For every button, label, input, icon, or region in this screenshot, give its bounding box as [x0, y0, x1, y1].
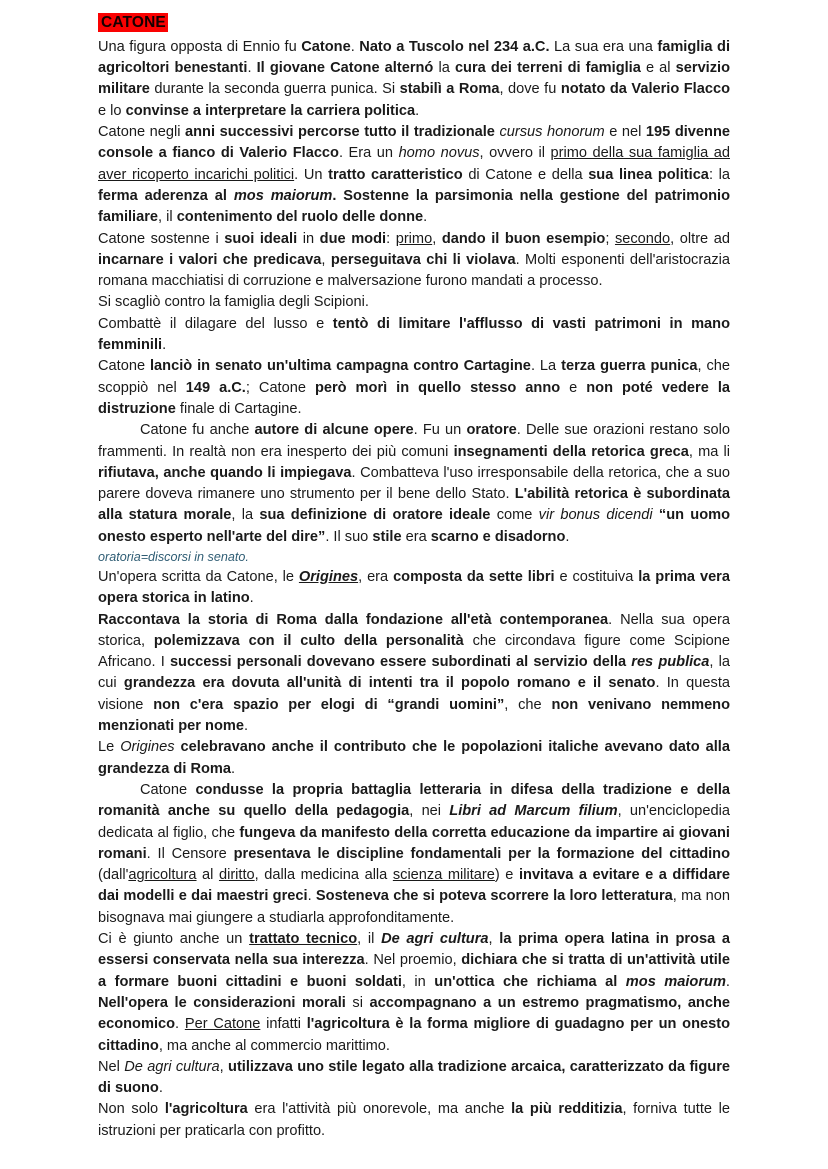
- text-run-italic: Origines: [120, 739, 175, 756]
- text-run-bold: la più redditizia: [511, 1101, 623, 1118]
- text-run-bold: suoi ideali: [224, 230, 298, 247]
- paragraph-ideali-due-modi: Catone sostenne i suoi ideali in due modi: primo, dando il buon esempio; secondo, oltre ad incarnare i valori che predicava, perseguitava chi li violava. Molti esponenti dell'aristocrazia romana macchiatisi di corruzione e malversazione furono mandati a processo.: [98, 230, 730, 290]
- text-run-bold: polemizzava con il culto della personalità: [153, 632, 464, 649]
- text-run-bold: ferma aderenza al: [98, 187, 234, 204]
- text-run-bold: dichiara che si tratta di un'attività utile a formare buoni cittadini e buoni soldati: [98, 952, 730, 990]
- text-run-bold: celebravano anche il contributo che le popolazioni italiche avevano dato alla grandezza di Roma: [98, 739, 730, 777]
- text-run-bold: oratore: [466, 422, 517, 439]
- paragraph-popolazioni-italiche: Le Origines celebravano anche il contributo che le popolazioni italiche avevano dato alla grandezza di Roma.: [98, 739, 730, 777]
- text-run-bold: fungeva da manifesto della corretta educazione da impartire ai giovani romani: [98, 824, 730, 862]
- text-run-bold: Raccontava la storia di Roma dalla fondazione all'età contemporanea: [98, 611, 609, 628]
- text-run-bold: insegnamenti della retorica greca: [453, 443, 689, 460]
- text-run-bold: cura dei terreni di famiglia: [454, 60, 641, 77]
- paragraph-lusso-patrimoni: Combattè il dilagare del lusso e tentò di limitare l'afflusso di vasti patrimoni in mano femminili.: [98, 315, 730, 354]
- text-run-bold: invitava a evitare e a diffidare dai modelli e dai maestri greci: [98, 867, 731, 905]
- text-run-bold: “un uomo onesto esperto nell'arte del dire”: [98, 507, 731, 545]
- paragraph-stile-arcaico: Nel De agri cultura, utilizzava uno stile legato alla tradizione arcaica, caratterizzato da figure di suono.: [98, 1058, 730, 1097]
- text-run-bold: grandezza era dovuta all'unità di intenti tra il popolo romano e il senato: [123, 675, 656, 692]
- paragraph-storia-roma: Raccontava la storia di Roma dalla fondazione all'età contemporanea. Nella sua opera storica, polemizzava con il culto della personalità che circondava figure come Scipione Africano. I successi personali dovevano essere subordinati al servizio della res publica, la cui grandezza era dovuta all'unità di intenti tra il popolo romano e il senato. In questa visione non c'era spazio per elogi di “grandi uomini”, che non venivano nemmeno menzionati per nome.: [98, 611, 731, 735]
- text-run-bold: Il giovane Catone alternó: [256, 60, 434, 77]
- paragraph-agricoltura-redditizia: Non solo l'agricoltura era l'attività più onorevole, ma anche la più redditizia, forniva tutte le istruzioni per praticarla con profitto.: [98, 1101, 730, 1139]
- text-run-underline: agricoltura: [128, 867, 197, 884]
- text-run-bold: perseguitava chi li violava: [330, 251, 516, 268]
- text-run-bold: Catone: [301, 38, 351, 55]
- text-run-bold: scarno e disadorno: [430, 528, 566, 545]
- title-highlight: CATONE: [98, 13, 168, 32]
- text-run-bold: contenimento del ruolo delle donne: [176, 209, 424, 226]
- text-run-bold: . Sostenne la parsimonia nella gestione del patrimonio familiare: [98, 187, 730, 226]
- text-run-bold: 149 a.C.: [185, 379, 246, 396]
- text-run-bold-italic: mos maiorum: [233, 187, 333, 204]
- page-title: [98, 14, 730, 33]
- text-run-bold: l'agricoltura: [164, 1101, 248, 1118]
- paragraph-scipioni: Si scagliò contro la famiglia degli Scipioni.: [98, 294, 369, 311]
- text-run-bold: lanciò in senato un'ultima campagna contro Cartagine: [150, 358, 531, 375]
- text-run-bold: utilizzava uno stile legato alla tradizione arcaica, caratterizzato da figure di suono: [98, 1058, 730, 1097]
- text-run-italic: cursus honorum: [499, 124, 605, 141]
- text-run-bold: presentava le discipline fondamentali per la formazione del cittadino: [233, 845, 730, 862]
- text-run-bold: la prima vera opera storica in latino: [98, 569, 730, 607]
- text-run-bold: composta da sette libri: [393, 569, 555, 585]
- text-run-bold: accompagnano a un estremo pragmatismo, anche economico: [98, 994, 730, 1033]
- text-run-bold-italic: Libri ad Marcum filium: [449, 803, 618, 820]
- text-run-bold: terza guerra punica: [561, 358, 698, 375]
- text-run-bold: L'abilità retorica è subordinata alla statura morale: [98, 486, 730, 524]
- paragraph-origines-opera: Un'opera scritta da Catone, le Origines, era composta da sette libri e costituiva la prima vera opera storica in latino.: [98, 569, 730, 607]
- text-run-bold: la prima opera latina in prosa a essersi conservata nella sua interezza: [98, 931, 730, 969]
- text-run-bold: sua linea politica: [588, 166, 709, 183]
- paragraph-intro-nascita: Una figura opposta di Ennio fu Catone. Nato a Tuscolo nel 234 a.C. La sua era una famiglia di agricoltori benestanti. Il giovane Catone alternó la cura dei terreni di famiglia e al servizio militare durante la seconda guerra punica. Si stabilì a Roma, dove fu notato da Valerio Flacco e lo convinse a interpretare la carriera politica.: [98, 38, 731, 119]
- paragraph-de-agri-cultura: Ci è giunto anche un trattato tecnico, il De agri cultura, la prima opera latina in prosa a essersi conservata nella sua interezza. Nel proemio, dichiara che si tratta di un'attività utile a formare buoni cittadini e buoni soldati, in un'ottica che richiama al mos maiorum. Nell'opera le considerazioni morali si accompagnano a un estremo pragmatismo, anche economico. Per Catone infatti l'agricoltura è la forma migliore di guadagno per un onesto cittadino, ma anche al commercio marittimo.: [98, 931, 730, 1054]
- text-run-italic: De agri cultura: [124, 1058, 220, 1075]
- text-run-bold: però morì in quello stesso anno: [314, 379, 561, 396]
- text-run-bold: autore di alcune opere: [254, 422, 414, 439]
- text-run-bold: rifiutava, anche quando li impiegava: [98, 464, 352, 481]
- paragraph-cartagine: Catone lanciò in senato un'ultima campagna contro Cartagine. La terza guerra punica, che scoppiò nel 149 a.C.; Catone però morì in quello stesso anno e non poté vedere la distruzione finale di Cartagine.: [98, 358, 730, 417]
- text-run-underline: primo della sua famiglia ad aver ricoperto incarichi politici: [98, 145, 730, 183]
- text-run-bold: due modi: [319, 230, 387, 247]
- text-run-underline: Per Catone: [184, 1016, 261, 1033]
- text-run-bold: condusse la propria battaglia letteraria in difesa della tradizione e della romanità anche su quello della pedagogia: [98, 781, 730, 820]
- paragraph-oratore-retorica: Catone fu anche autore di alcune opere. Fu un oratore. Delle sue orazioni restano solo frammenti. In realtà non era inesperto dei più comuni insegnamenti della retorica greca, ma li rifiutava, anche quando li impiegava. Combatteva l'uso irresponsabile della retorica, che a suo parere doveva rimanere uno strumento per il bene dello Stato. L'abilità retorica è subordinata alla statura morale, la sua definizione di oratore ideale come vir bonus dicendi “un uomo onesto esperto nell'arte del dire”. Il suo stile era scarno e disadorno.: [98, 422, 731, 545]
- text-run-underline: diritto: [218, 867, 255, 884]
- text-run-bold: tratto caratteristico: [328, 166, 463, 183]
- text-run-underline: secondo: [614, 230, 671, 247]
- text-run-bold-italic-underline: Origines: [298, 569, 359, 585]
- text-run-bold: Nato a Tuscolo nel 234 a.C.: [359, 38, 550, 55]
- text-run-bold: l'agricoltura è la forma migliore di guadagno per un onesto cittadino: [98, 1016, 730, 1054]
- text-run-bold: Sosteneva che si poteva scorrere la loro letteratura: [315, 888, 673, 905]
- text-run-bold: successi personali dovevano essere subordinati al servizio della: [169, 654, 632, 671]
- text-run-bold: Nell'opera le considerazioni morali: [98, 994, 346, 1011]
- text-run-bold: non venivano nemmeno menzionati per nome: [98, 696, 731, 735]
- text-run-bold: un'ottica che richiama al: [434, 973, 626, 990]
- text-run-bold-italic: mos maiorum: [625, 973, 726, 990]
- text-run-bold: non c'era spazio per elogi di “grandi uomini”: [153, 696, 505, 713]
- text-run-italic: vir bonus dicendi: [538, 507, 653, 524]
- text-run-bold: non poté vedere la distruzione: [98, 379, 730, 417]
- text-run-underline: scienza militare: [392, 867, 495, 884]
- text-run-bold: famiglia di agricoltori benestanti: [98, 38, 731, 77]
- text-run-bold-underline: trattato tecnico: [249, 931, 358, 948]
- text-run-bold: dando il buon esempio: [441, 230, 606, 247]
- text-run-italic: homo novus: [398, 145, 480, 162]
- text-run-bold: tentò di limitare l'afflusso di vasti patrimoni in mano femminili: [98, 315, 730, 354]
- text-run-bold: stile: [372, 528, 402, 545]
- text-run-underline: primo: [395, 230, 433, 247]
- text-run-bold: servizio militare: [98, 60, 731, 98]
- text-run-bold: notato da Valerio Flacco: [560, 81, 730, 98]
- annotation-oratoria: oratoria=discorsi in senato.: [98, 550, 249, 564]
- paragraph-cursus-honorum: Catone negli anni successivi percorse tutto il tradizionale cursus honorum e nel 195 divenne console a fianco di Valerio Flacco. Era un homo novus, ovvero il primo della sua famiglia ad aver ricoperto incarichi politici. Un tratto caratteristico di Catone e della sua linea politica: la ferma aderenza al mos maiorum. Sostenne la parsimonia nella gestione del patrimonio familiare, il contenimento del ruolo delle donne.: [98, 124, 730, 226]
- text-run-bold: sua definizione di oratore ideale: [259, 507, 491, 524]
- text-run-bold-italic: De agri cultura: [381, 931, 489, 948]
- text-run-bold-italic: res publica: [631, 654, 710, 671]
- document-body: [98, 14, 730, 1142]
- text-run-bold: anni successivi percorse tutto il tradizionale: [185, 124, 500, 141]
- paragraph-pedagogia-libri-ad-marcum: Catone condusse la propria battaglia letteraria in difesa della tradizione e della romanità anche su quello della pedagogia, nei Libri ad Marcum filium, un'enciclopedia dedicata al figlio, che fungeva da manifesto della corretta educazione da impartire ai giovani romani. Il Censore presentava le discipline fondamentali per la formazione del cittadino (dall'agricoltura al diritto, dalla medicina alla scienza militare) e invitava a evitare e a diffidare dai modelli e dai maestri greci. Sosteneva che si poteva scorrere la loro letteratura, ma non bisognava mai giungere a studiarla approfonditamente.: [98, 781, 731, 926]
- text-run-bold: convinse a interpretare la carriera politica: [125, 102, 416, 119]
- text-run-bold: stabilì a Roma: [399, 81, 500, 98]
- text-run-bold: 195 divenne console a fianco di Valerio Flacco: [98, 124, 730, 162]
- text-run-bold: incarnare i valori che predicava: [98, 251, 322, 268]
